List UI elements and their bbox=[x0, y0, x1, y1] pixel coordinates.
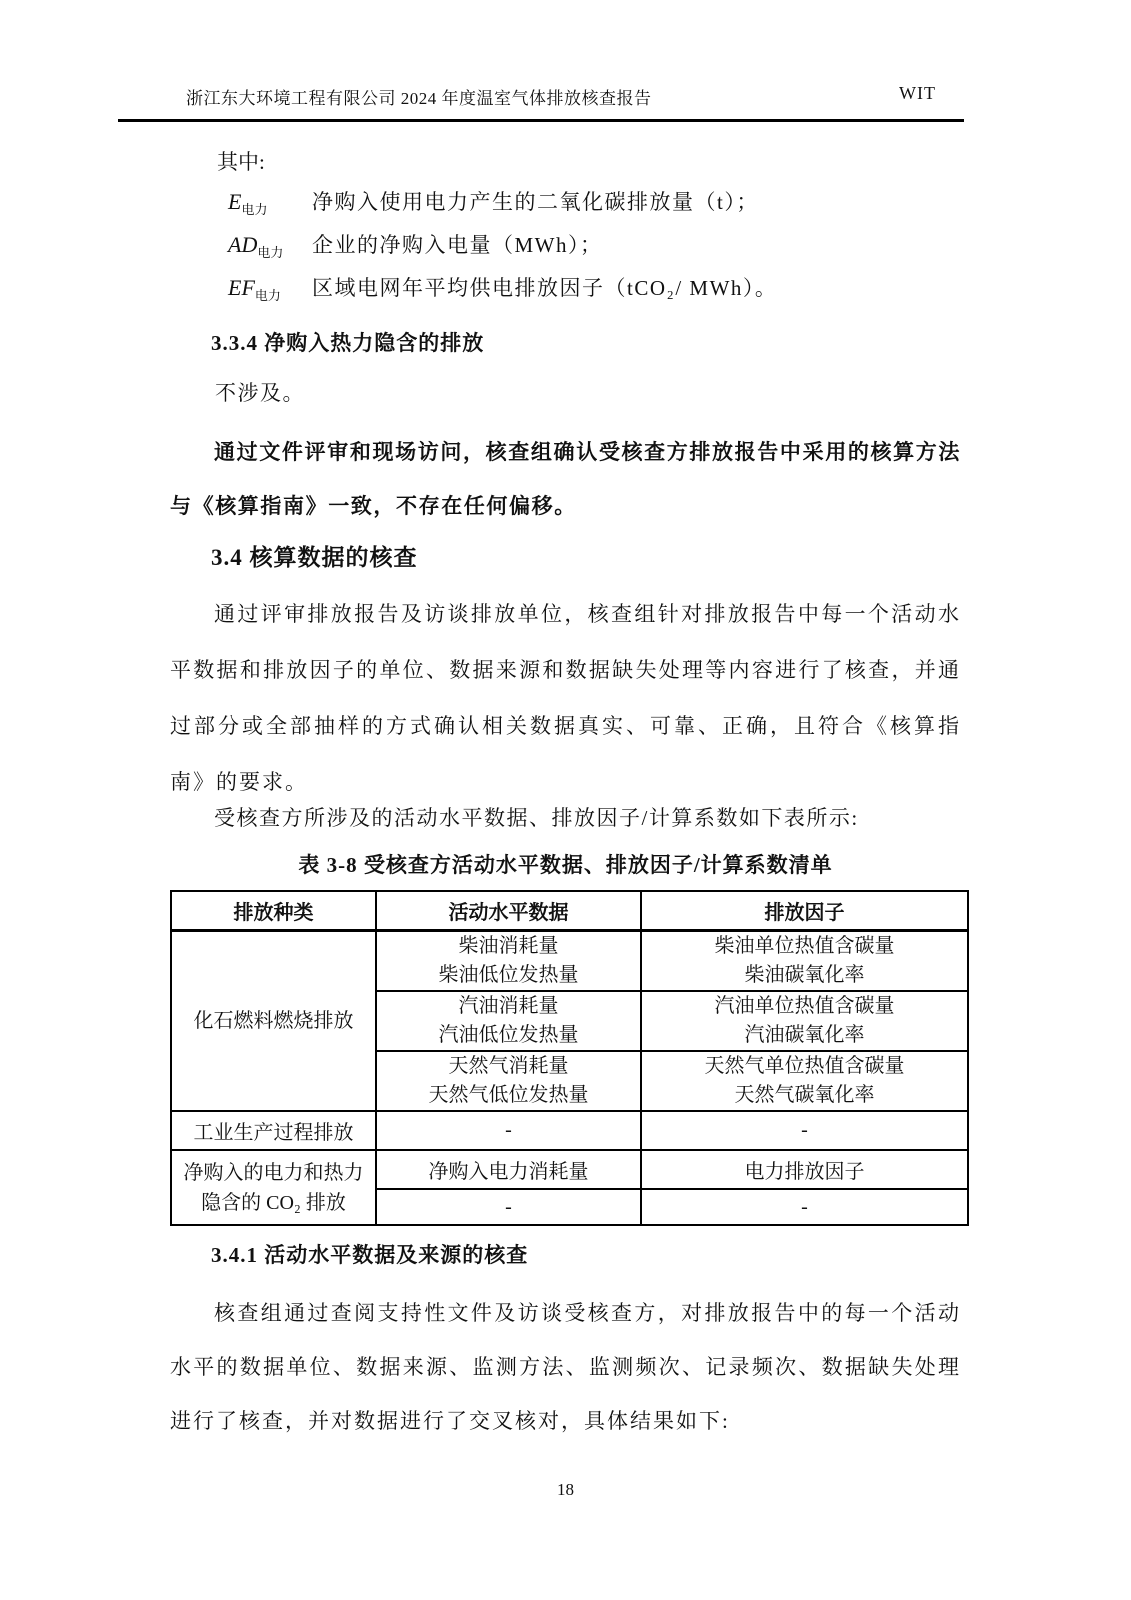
accounting-data-paragraph: 通过评审排放报告及访谈排放单位，核查组针对排放报告中每一个活动水平数据和排放因子的单位、数据来源和数据缺失处理等内容进行了核查，并通过部分或全部抽样的方式确认相关数据真实、可靠、正确，且符合《核算指南》的要求。 bbox=[170, 602, 961, 794]
term-subscript: 电力 bbox=[257, 245, 284, 260]
cell-diesel-activity bbox=[376, 931, 641, 992]
heading-3-3-4: 3.3.4 净购入热力隐含的排放 bbox=[211, 331, 485, 355]
definition-row bbox=[228, 185, 968, 228]
term-symbol: AD bbox=[228, 232, 258, 257]
cell-electricity-dash-factor: - bbox=[641, 1189, 968, 1225]
cell-industrial-factor: - bbox=[641, 1111, 968, 1150]
header-logo: WIT bbox=[899, 83, 936, 103]
header-rule bbox=[118, 119, 964, 122]
heading-3-4: 3.4 核算数据的核查 bbox=[211, 545, 418, 570]
definition-row bbox=[228, 271, 968, 314]
cell-line: 汽油低位发热量 bbox=[438, 1024, 579, 1046]
cell-electricity-category bbox=[171, 1150, 376, 1225]
term-symbol: EF bbox=[228, 275, 255, 300]
cell-line: 净购入的电力和热力 bbox=[183, 1161, 364, 1184]
cell-industrial-activity: - bbox=[376, 1111, 641, 1150]
term-symbol: E bbox=[228, 189, 242, 214]
cell-line: 汽油消耗量 bbox=[458, 995, 559, 1017]
confirmation-paragraph: 通过文件评审和现场访问，核查组确认受核查方排放报告中采用的核算方法与《核算指南》一致，不存在任何偏移。 bbox=[170, 440, 961, 518]
column-header-emission-type: 排放种类 bbox=[171, 891, 376, 931]
activity-verification-paragraph: 核查组通过查阅支持性文件及访谈受核查方，对排放报告中的每一个活动水平的数据单位、数据来源、监测方法、监测频次、记录频次、数据缺失处理进行了核查，并对数据进行了交叉核对，具体结果如下: bbox=[170, 1301, 961, 1433]
cell-line: 天然气单位热值含碳量 bbox=[704, 1055, 905, 1077]
column-header-activity-data: 活动水平数据 bbox=[376, 891, 641, 931]
table-header-row bbox=[171, 891, 968, 931]
definition-term bbox=[228, 271, 312, 313]
table-caption: 表 3-8 受核查方活动水平数据、排放因子/计算系数清单 bbox=[298, 853, 833, 877]
cell-line: 柴油单位热值含碳量 bbox=[714, 935, 895, 957]
cell-gasoline-factor bbox=[641, 991, 968, 1051]
heading-3-4-1: 3.4.1 活动水平数据及来源的核查 bbox=[211, 1243, 529, 1267]
page-number: 18 bbox=[557, 1480, 574, 1499]
cell-line: 柴油低位发热量 bbox=[438, 964, 579, 986]
cell-electricity-factor: 电力排放因子 bbox=[641, 1150, 968, 1189]
table-row-electricity bbox=[171, 1150, 968, 1189]
cell-diesel-factor bbox=[641, 931, 968, 992]
cell-line: 柴油消耗量 bbox=[458, 935, 559, 957]
cell-gas-activity bbox=[376, 1051, 641, 1111]
cell-line: 隐含的 CO₂ 排放 bbox=[201, 1191, 346, 1214]
column-header-emission-factor: 排放因子 bbox=[641, 891, 968, 931]
cell-electricity-dash-activity: - bbox=[376, 1189, 641, 1225]
cell-fossil-category: 化石燃料燃烧排放 bbox=[171, 931, 376, 1112]
activity-data-table bbox=[170, 890, 969, 1226]
cell-line: 柴油碳氧化率 bbox=[744, 964, 865, 986]
cell-electricity-activity: 净购入电力消耗量 bbox=[376, 1150, 641, 1189]
definition-description: 净购入使用电力产生的二氧化碳排放量（t）； bbox=[312, 190, 759, 214]
cell-industrial-category: 工业生产过程排放 bbox=[171, 1111, 376, 1150]
definition-term bbox=[228, 185, 312, 227]
cell-gasoline-activity bbox=[376, 991, 641, 1051]
not-applicable-text: 不涉及。 bbox=[215, 381, 305, 405]
cell-line: 天然气碳氧化率 bbox=[734, 1084, 875, 1106]
cell-gas-factor bbox=[641, 1051, 968, 1111]
cell-line: 汽油碳氧化率 bbox=[744, 1024, 865, 1046]
header-title: 浙江东大环境工程有限公司 2024 年度温室气体排放核查报告 bbox=[186, 89, 652, 108]
cell-line: 天然气低位发热量 bbox=[428, 1084, 589, 1106]
where-label: 其中: bbox=[217, 150, 265, 174]
cell-line: 汽油单位热值含碳量 bbox=[714, 995, 895, 1017]
definition-description: 区域电网年平均供电排放因子（tCO₂/ MWh）。 bbox=[312, 276, 778, 300]
term-subscript: 电力 bbox=[241, 202, 268, 217]
table-row-diesel bbox=[171, 931, 968, 992]
definition-row bbox=[228, 228, 968, 271]
table-row-industrial bbox=[171, 1111, 968, 1150]
definition-list bbox=[228, 185, 968, 314]
table-intro-text: 受核查方所涉及的活动水平数据、排放因子/计算系数如下表所示: bbox=[214, 806, 859, 830]
term-subscript: 电力 bbox=[254, 288, 281, 303]
definition-description: 企业的净购入电量（MWh）； bbox=[312, 233, 603, 257]
cell-line: 天然气消耗量 bbox=[448, 1055, 569, 1077]
definition-term bbox=[228, 228, 312, 270]
